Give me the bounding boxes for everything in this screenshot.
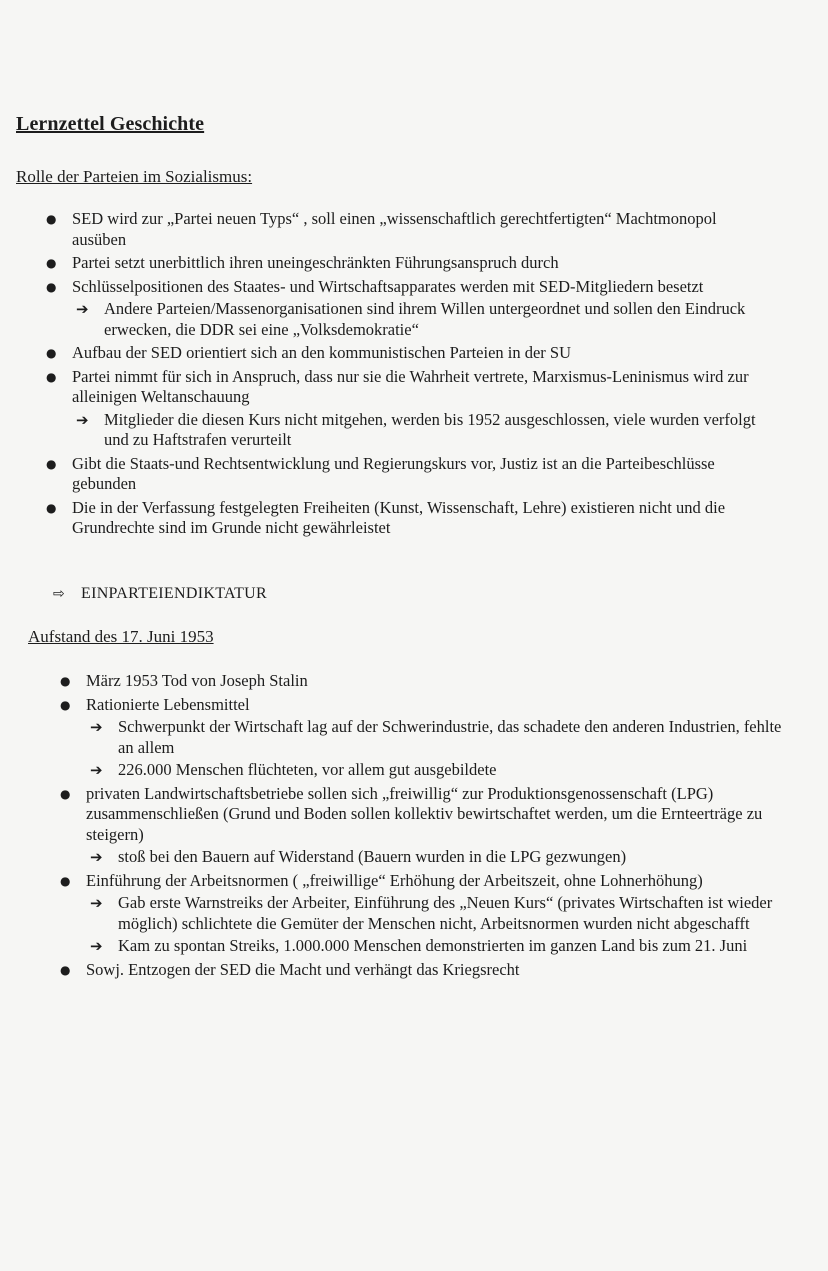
list-item: [46, 209, 772, 250]
bullet-icon: ●: [60, 674, 71, 688]
bullet-icon: ●: [60, 697, 71, 712]
bullet-icon: ●: [46, 369, 57, 384]
section-heading-parteien: Rolle der Parteien im Sozialismus:: [16, 167, 253, 186]
list-item-text: Aufbau der SED orientiert sich an den kommunistischen Parteien in der SU: [72, 343, 572, 362]
list-item-text: Gibt die Staats-und Rechtsentwicklung und Regierungskurs vor, Justiz ist an die Parteibeschlüsse gebunden: [72, 453, 715, 493]
sub-item-text: Andere Parteien/Massenorganisationen sind ihrem Willen untergeordnet und sollen den Eindruck erwecken, die DDR sei eine „Volksdemokratie“: [104, 299, 746, 339]
bullet-icon: ●: [46, 212, 57, 226]
list-item: [60, 959, 786, 981]
bullet-icon: ●: [46, 456, 57, 471]
bullet-icon: ●: [60, 786, 71, 801]
bullet-icon: ●: [46, 256, 57, 270]
list-item-text: Partei nimmt für sich in Anspruch, dass nur sie die Wahrheit vertrete, Marxismus-Leninismus wird zur alleinigen Weltanschauung: [72, 366, 749, 406]
list-item: [46, 253, 772, 274]
list-item-text: März 1953 Tod von Joseph Stalin: [86, 671, 308, 690]
list-item-text: Einführung der Arbeitsnormen ( „freiwillige“ Erhöhung der Arbeitszeit, ohne Lohnerhöhung): [86, 870, 703, 890]
list-item-text: SED wird zur „Partei neuen Typs“ , soll einen „wissenschaftlich gerechtfertigten“ Machtmonopol ausüben: [72, 209, 717, 249]
sub-item: [76, 410, 772, 451]
list-item: [46, 497, 772, 539]
arrow-right-icon: ➔: [76, 410, 89, 429]
list-item: [46, 366, 772, 451]
arrow-right-icon: ➔: [90, 761, 103, 779]
sub-item: [90, 760, 786, 781]
bullet-icon: ●: [46, 346, 57, 360]
sub-item: [76, 299, 772, 340]
arrow-right-icon: ➔: [90, 718, 103, 736]
list-item-text: Rationierte Lebensmittel: [86, 694, 250, 714]
sub-item-text: Kam zu spontan Streiks, 1.000.000 Menschen demonstrierten im ganzen Land bis zum 21. Juni: [118, 936, 748, 955]
sub-item: [90, 893, 786, 934]
sub-item: [90, 717, 786, 758]
conclusion-text: EINPARTEIENDIKTATUR: [81, 585, 267, 602]
list-item-text: Partei setzt unerbittlich ihren uneingeschränkten Führungsanspruch durch: [72, 253, 559, 272]
list-item: [46, 453, 772, 495]
list-item: [60, 671, 786, 692]
list-item-text: Schlüsselpositionen des Staates- und Wirtschaftsapparates werden mit SED-Mitgliedern besetzt: [72, 276, 704, 296]
bullet-list-parteien: [46, 209, 772, 539]
sub-item: [90, 936, 786, 957]
sub-item-text: Mitglieder die diesen Kurs nicht mitgehen, werden bis 1952 ausgeschlossen, viele wurden verfolgt und zu Haftstrafen verurteilt: [104, 409, 756, 449]
sub-item-text: 226.000 Menschen flüchteten, vor allem gut ausgebildete: [118, 760, 497, 779]
section-heading-aufstand: Aufstand des 17. Juni 1953: [28, 627, 214, 646]
list-item-text: Sowj. Entzogen der SED die Macht und verhängt das Kriegsrecht: [86, 959, 520, 979]
list-item: [60, 783, 786, 868]
outline-arrow-right-icon: ⇨: [53, 586, 66, 602]
list-item: [60, 694, 786, 781]
sub-item: [90, 847, 786, 868]
arrow-right-icon: ➔: [90, 894, 103, 912]
list-item: [46, 276, 772, 341]
list-item-text: privaten Landwirtschaftsbetriebe sollen sich „freiwillig“ zur Produktionsgenossenschaft (LPG) zusammenschließen (Grund und Boden sollen kollektiv bewirtschaftet werden, um die Ernteerträge zu steigern): [86, 783, 763, 844]
sub-item-text: Schwerpunkt der Wirtschaft lag auf der Schwerindustrie, das schadete den anderen Industrien, fehlte an allem: [118, 717, 782, 757]
bullet-list-aufstand: [60, 671, 786, 980]
conclusion-line: [53, 585, 267, 603]
bullet-icon: ●: [46, 279, 57, 294]
list-item-text: Die in der Verfassung festgelegten Freiheiten (Kunst, Wissenschaft, Lehre) existieren nicht und die Grundrechte sind im Grunde nicht gewährleistet: [72, 497, 726, 537]
arrow-right-icon: ➔: [90, 848, 103, 866]
sub-item-text: Gab erste Warnstreiks der Arbeiter, Einführung des „Neuen Kurs“ (privates Wirtschaften ist wieder möglich) schlichtete die Gemüter der Menschen nicht, Arbeitsnormen wurden nicht abgeschafft: [118, 893, 773, 933]
list-item: [46, 343, 772, 364]
arrow-right-icon: ➔: [76, 300, 89, 318]
document-title: Lernzettel Geschichte: [16, 113, 205, 135]
bullet-icon: ●: [60, 873, 71, 888]
list-item: [60, 870, 786, 957]
bullet-icon: ●: [46, 500, 57, 515]
bullet-icon: ●: [60, 962, 71, 977]
arrow-right-icon: ➔: [90, 937, 103, 955]
sub-item-text: stoß bei den Bauern auf Widerstand (Bauern wurden in die LPG gezwungen): [118, 847, 627, 866]
